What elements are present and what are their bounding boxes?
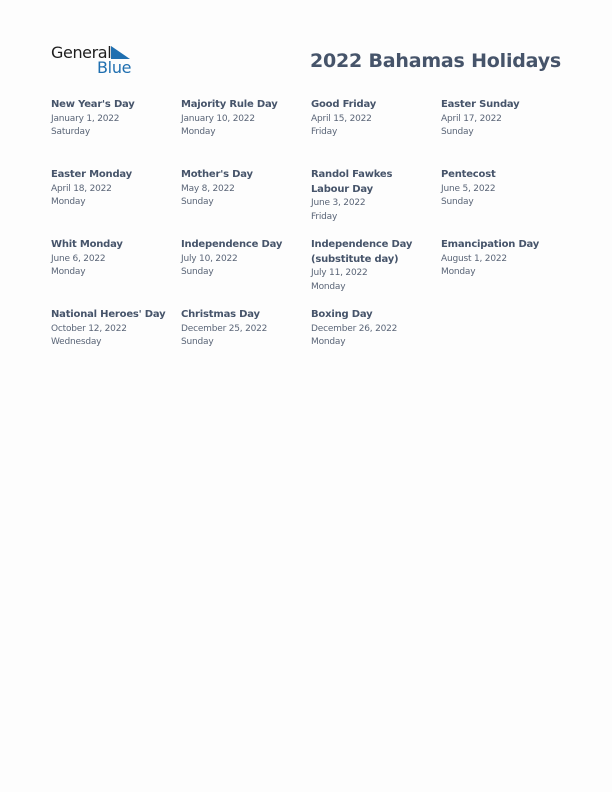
holiday-weekday: Monday (311, 337, 346, 348)
holiday-weekday: Wednesday (51, 337, 102, 348)
holiday-name: Boxing Day (311, 309, 373, 320)
holiday-weekday: Monday (51, 267, 86, 278)
holiday-name: Randol Fawkes Labour Day (311, 169, 393, 195)
holiday-date: December 25, 2022 (181, 323, 268, 334)
holiday-date: June 6, 2022 (51, 253, 106, 264)
holiday-date: May 8, 2022 (181, 183, 235, 194)
holiday-date: April 15, 2022 (311, 113, 372, 124)
holiday-item (181, 308, 303, 350)
holiday-item (181, 238, 303, 280)
holiday-name: Emancipation Day (441, 239, 540, 250)
holiday-item (51, 238, 173, 280)
holiday-name: Independence Day (substitute day) (311, 239, 413, 265)
holiday-date: January 1, 2022 (51, 113, 120, 124)
holiday-name: Christmas Day (181, 309, 260, 320)
holiday-weekday: Sunday (441, 197, 474, 208)
holiday-weekday: Monday (441, 267, 476, 278)
holiday-date: July 10, 2022 (181, 253, 238, 264)
holiday-item (441, 168, 563, 210)
holiday-date: October 12, 2022 (51, 323, 127, 334)
holiday-item (441, 238, 563, 280)
holiday-item (51, 98, 173, 140)
holiday-date: June 3, 2022 (311, 198, 366, 208)
holiday-name: Easter Monday (51, 169, 132, 180)
holiday-name: Majority Rule Day (181, 99, 278, 110)
holiday-item (311, 168, 433, 225)
holiday-date: April 17, 2022 (441, 113, 502, 124)
holiday-date: July 11, 2022 (311, 268, 368, 278)
holiday-weekday: Sunday (181, 267, 214, 278)
holiday-date: August 1, 2022 (441, 253, 507, 264)
holiday-name: Independence Day (181, 239, 283, 250)
page-title: 2022 Bahamas Holidays (309, 50, 561, 72)
holiday-name: Good Friday (311, 99, 377, 110)
holiday-name: Pentecost (441, 169, 496, 180)
holiday-date: April 18, 2022 (51, 183, 112, 194)
holiday-date: December 26, 2022 (311, 323, 398, 334)
holiday-name: Mother's Day (181, 169, 253, 180)
logo (51, 44, 135, 78)
holiday-weekday: Sunday (181, 197, 214, 208)
holiday-item (311, 238, 433, 295)
holiday-weekday: Monday (311, 281, 346, 292)
holiday-date: January 10, 2022 (181, 113, 255, 124)
holiday-item (441, 98, 563, 140)
holiday-item (51, 308, 173, 350)
logo-text-blue: Blue (97, 58, 132, 77)
holiday-item (311, 98, 433, 140)
holiday-weekday: Monday (51, 197, 86, 208)
holiday-weekday: Sunday (181, 337, 214, 348)
holiday-weekday: Sunday (441, 127, 474, 138)
holiday-item (51, 168, 173, 210)
holiday-item (311, 308, 433, 350)
holiday-name: New Year's Day (51, 99, 135, 110)
holiday-weekday: Monday (181, 127, 216, 138)
holiday-weekday: Friday (311, 127, 338, 138)
holiday-weekday: Friday (311, 211, 338, 222)
holiday-date: June 5, 2022 (441, 183, 496, 194)
holiday-name: Whit Monday (51, 239, 123, 250)
logo-text-general: General (51, 43, 112, 62)
holiday-name: National Heroes' Day (51, 309, 166, 320)
holiday-name: Easter Sunday (441, 99, 520, 110)
holiday-item (181, 168, 303, 210)
holiday-item (181, 98, 303, 140)
holiday-weekday: Saturday (51, 127, 90, 138)
